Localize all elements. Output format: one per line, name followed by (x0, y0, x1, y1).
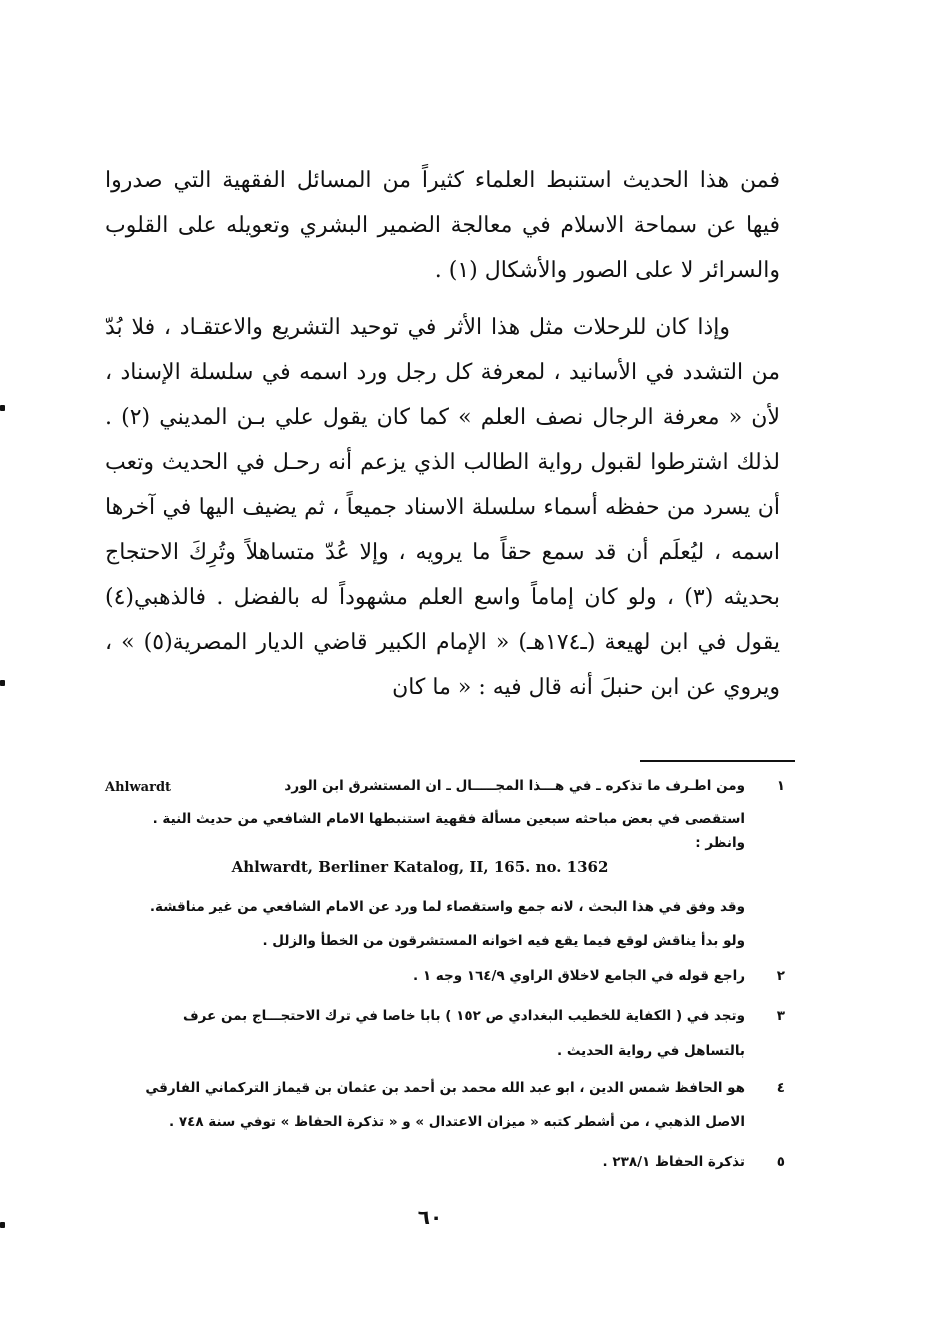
scan-margin-mark (0, 680, 5, 686)
footnote-line: بالتساهل في رواية الحديث . (557, 1043, 745, 1059)
footnote-line: راجع قوله في الجامع لاخلاق الراوي ١٦٤/٩ وجه ١ . (413, 968, 745, 984)
scan-margin-mark (0, 405, 5, 411)
footnote-number: ١ (776, 778, 785, 794)
footnote-reference-citation: Ahlwardt, Berliner Katalog, II, 165. no. 1362 (231, 858, 609, 876)
footnote-separator (640, 760, 795, 762)
footnote-number: ٤ (776, 1080, 785, 1096)
scan-margin-mark (0, 1222, 5, 1228)
main-text (105, 158, 780, 710)
footnote-number: ٢ (776, 968, 785, 984)
footnote-line: ولو بدأ يناقش لوقع فيما يقع فيه اخوانه المستشرقون من الخطأ والزلل . (262, 933, 745, 949)
page-number: ٦٠ (417, 1205, 443, 1229)
footnote-line: وتجد في ( الكفاية للخطيب البغدادي ص ١٥٢ ) بابا خاصا في ترك الاحتجـــاج بمن عرف (182, 1008, 745, 1024)
footnote-line: تذكرة الحفاظ ٢٣٨/١ . (602, 1154, 745, 1170)
footnote-number: ٥ (776, 1154, 785, 1170)
footnote-line: وقد وفق في هذا البحث ، لانه جمع واستقصاء لما ورد عن الامام الشافعي من غير مناقشة. (149, 899, 745, 915)
footnote-line: الاصل الذهبي ، من أشطر كتبه « ميزان الاعتدال » و « تذكرة الحفاظ » توفي سنة ٧٤٨ . (169, 1114, 745, 1130)
footnote-line: هو الحافظ شمس الدين ، ابو عبد الله محمد بن أحمد بن عثمان بن قيماز التركماني الفارقي (145, 1080, 745, 1096)
paragraph: وإذا كان للرحلات مثل هذا الأثر في توحيد التشريع والاعتقـاد ، فلا بُدّ من التشدد في الأسانيد ، لمعرفة كل رجل ورد اسمه في سلسلة الإسناد ، لأن « معرفة الرجال نصف العلم » كما كان يقول علي بـن المديني (٢) . لذلك اشترطوا لقبول رواية الطالب الذي يزعم أنه رحـل في الحديث وتعب أن يسرد من حفظه أسماء سلسلة الاسناد جميعاً ، ثم يضيف اليها في آخرها اسمه ، ليُعلَم أن قد سمع حقاً ما يرويه ، وإلا عُدّ متساهلاً وتُرِكَ الاحتجاج بحديثه (٣) ، ولو كان إماماً واسع العلم مشهوداً له بالفضل . فالذهبي(٤) يقول في ابن لهيعة (ـ١٧٤هـ) « الإمام الكبير قاضي الديار المصرية(٥) » ، ويروي عن ابن حنبلَ أنه قال فيه : « ما كان (105, 315, 780, 700)
footnote-line: وانظر : (695, 835, 745, 851)
footnote-line: استقصى في بعض مباحثه سبعين مسألة فقهية استنبطها الامام الشافعي من حديث النية . (152, 811, 745, 827)
footnote-line: ومن اطـرف ما تذكره ـ في هـــذا المجـــــال ـ ان المستشرق ابن الورد (284, 778, 745, 794)
footnote-latin-name: Ahlwardt (105, 780, 172, 795)
footnote-number: ٣ (776, 1008, 785, 1024)
paragraph: فمن هذا الحديث استنبط العلماء كثيراً من المسائل الفقهية التي صدروا فيها عن سماحة الاسلام في معالجة الضمير البشري وتعويله على القلوب والسرائر لا على الصور والأشكال (١) . (105, 168, 780, 283)
